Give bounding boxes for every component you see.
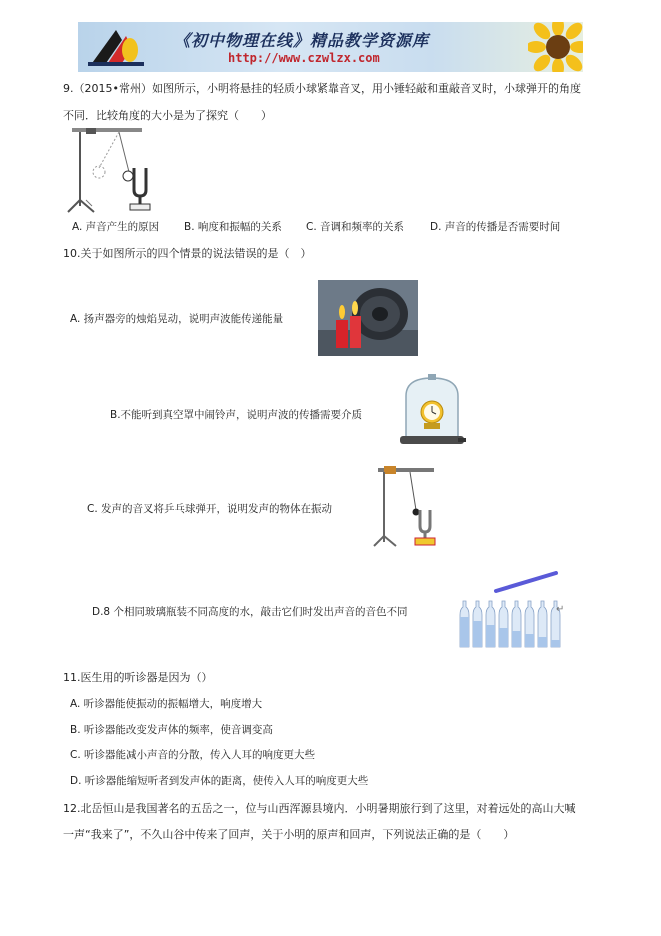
q11-option-a[interactable]: A. 听诊器能使振动的振幅增大，响度增大 [70, 698, 263, 710]
q12-stem-line1: 12.北岳恒山是我国著名的五岳之一，位与山西浑源县境内．小明暑期旅行到了这里，对着远处的高山大喊 [63, 802, 576, 815]
q10-glass-bottles-figure [454, 571, 564, 649]
q10-speaker-candle-photo [318, 280, 418, 356]
q11-option-c[interactable]: C. 听诊器能减小声音的分散，传入人耳的响度更大些 [70, 749, 316, 761]
q10-vacuum-bell-figure [398, 374, 466, 448]
sunflower-icon [528, 22, 583, 72]
q9-stem-line1: 9.（2015•常州）如图所示，小明将悬挂的轻质小球紧靠音叉，用小锤轻敲和重敲音叉时，小球弹开的角度 [63, 82, 581, 95]
q9-option-a[interactable]: A. 声音产生的原因 [72, 221, 160, 233]
return-mark: ↵ [556, 604, 565, 615]
q11-option-d[interactable]: D. 听诊器能缩短听者到发声体的距离，使传入人耳的响度更大些 [70, 775, 369, 787]
q11-option-b[interactable]: B. 听诊器能改变发声体的频率，使音调变高 [70, 724, 273, 736]
q9-option-d[interactable]: D. 声音的传播是否需要时间 [430, 221, 561, 233]
q10-stem: 10.关于如图所示的四个情景的说法错误的是（ ） [63, 247, 312, 260]
header-title: 《初中物理在线》精品教学资源库 [174, 31, 430, 50]
q9-option-b[interactable]: B. 响度和振幅的关系 [184, 221, 282, 233]
q12-stem-line2: 一声“我来了”，不久山谷中传来了回声，关于小明的原声和回声，下列说法正确的是（ ） [63, 828, 515, 841]
q10-option-a[interactable]: A. 扬声器旁的烛焰晃动，说明声波能传递能量 [70, 313, 284, 325]
header-url[interactable]: http://www.czwlzx.com [228, 51, 380, 65]
logo-icon [86, 26, 150, 68]
q10-option-d[interactable]: D.8 个相同玻璃瓶装不同高度的水，敲击它们时发出声音的音色不同 [92, 606, 408, 618]
q10-option-b[interactable]: B.不能听到真空罩中闹铃声，说明声波的传播需要介质 [110, 409, 363, 421]
q9-stem-line2: 不同．比较角度的大小是为了探究（ ） [63, 109, 272, 122]
q9-option-c[interactable]: C. 音调和频率的关系 [306, 221, 405, 233]
q10-option-c[interactable]: C. 发声的音叉将乒乓球弹开，说明发声的物体在振动 [87, 503, 333, 515]
q10-tuning-fork-ball-figure [370, 466, 438, 548]
q11-stem: 11.医生用的听诊器是因为（） [63, 671, 213, 684]
q9-tuning-fork-figure [64, 128, 168, 214]
header-banner [78, 22, 583, 72]
